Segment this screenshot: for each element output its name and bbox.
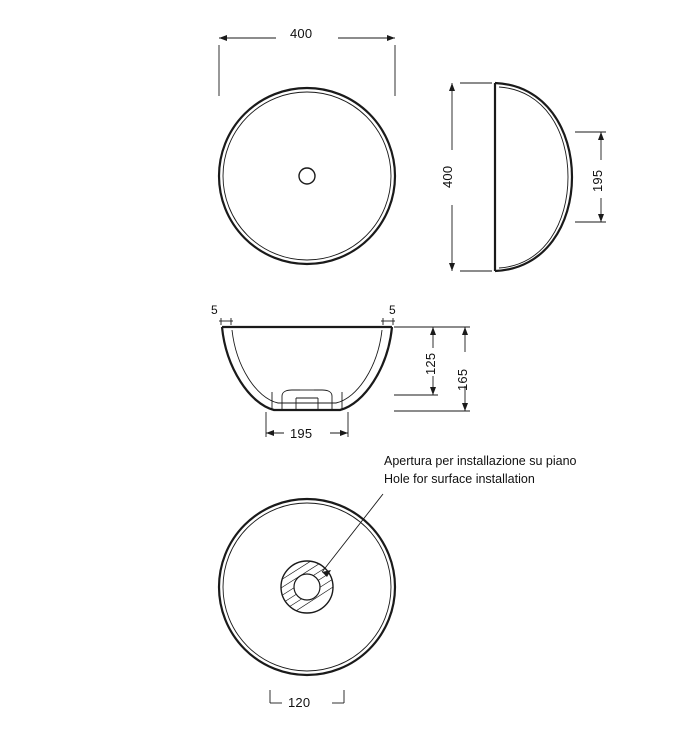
top-view-diameter-label: 400 bbox=[290, 26, 313, 41]
section-inner-depth-label: 125 bbox=[423, 352, 438, 375]
top-view-dimension-400 bbox=[219, 35, 395, 96]
side-view-dimension-400 bbox=[449, 83, 492, 271]
bottom-view-geometry bbox=[219, 499, 395, 675]
top-view-geometry bbox=[219, 88, 395, 264]
section-wall-left-label: 5 bbox=[211, 303, 218, 317]
side-view-geometry bbox=[495, 83, 572, 271]
section-wall-thickness-ticks bbox=[219, 318, 395, 325]
section-view-geometry bbox=[222, 327, 392, 410]
section-wall-right-label: 5 bbox=[389, 303, 396, 317]
hole-hatching bbox=[281, 542, 333, 618]
section-outer-depth-label: 165 bbox=[455, 368, 470, 391]
side-view-height-label: 400 bbox=[440, 165, 455, 188]
bottom-hole-diameter-label: 120 bbox=[288, 695, 311, 710]
hole-note-italian: Apertura per installazione su piano bbox=[384, 454, 577, 468]
hole-note-english: Hole for surface installation bbox=[384, 472, 535, 486]
side-view-depth-label: 195 bbox=[590, 169, 605, 192]
section-base-width-label: 195 bbox=[290, 426, 313, 441]
